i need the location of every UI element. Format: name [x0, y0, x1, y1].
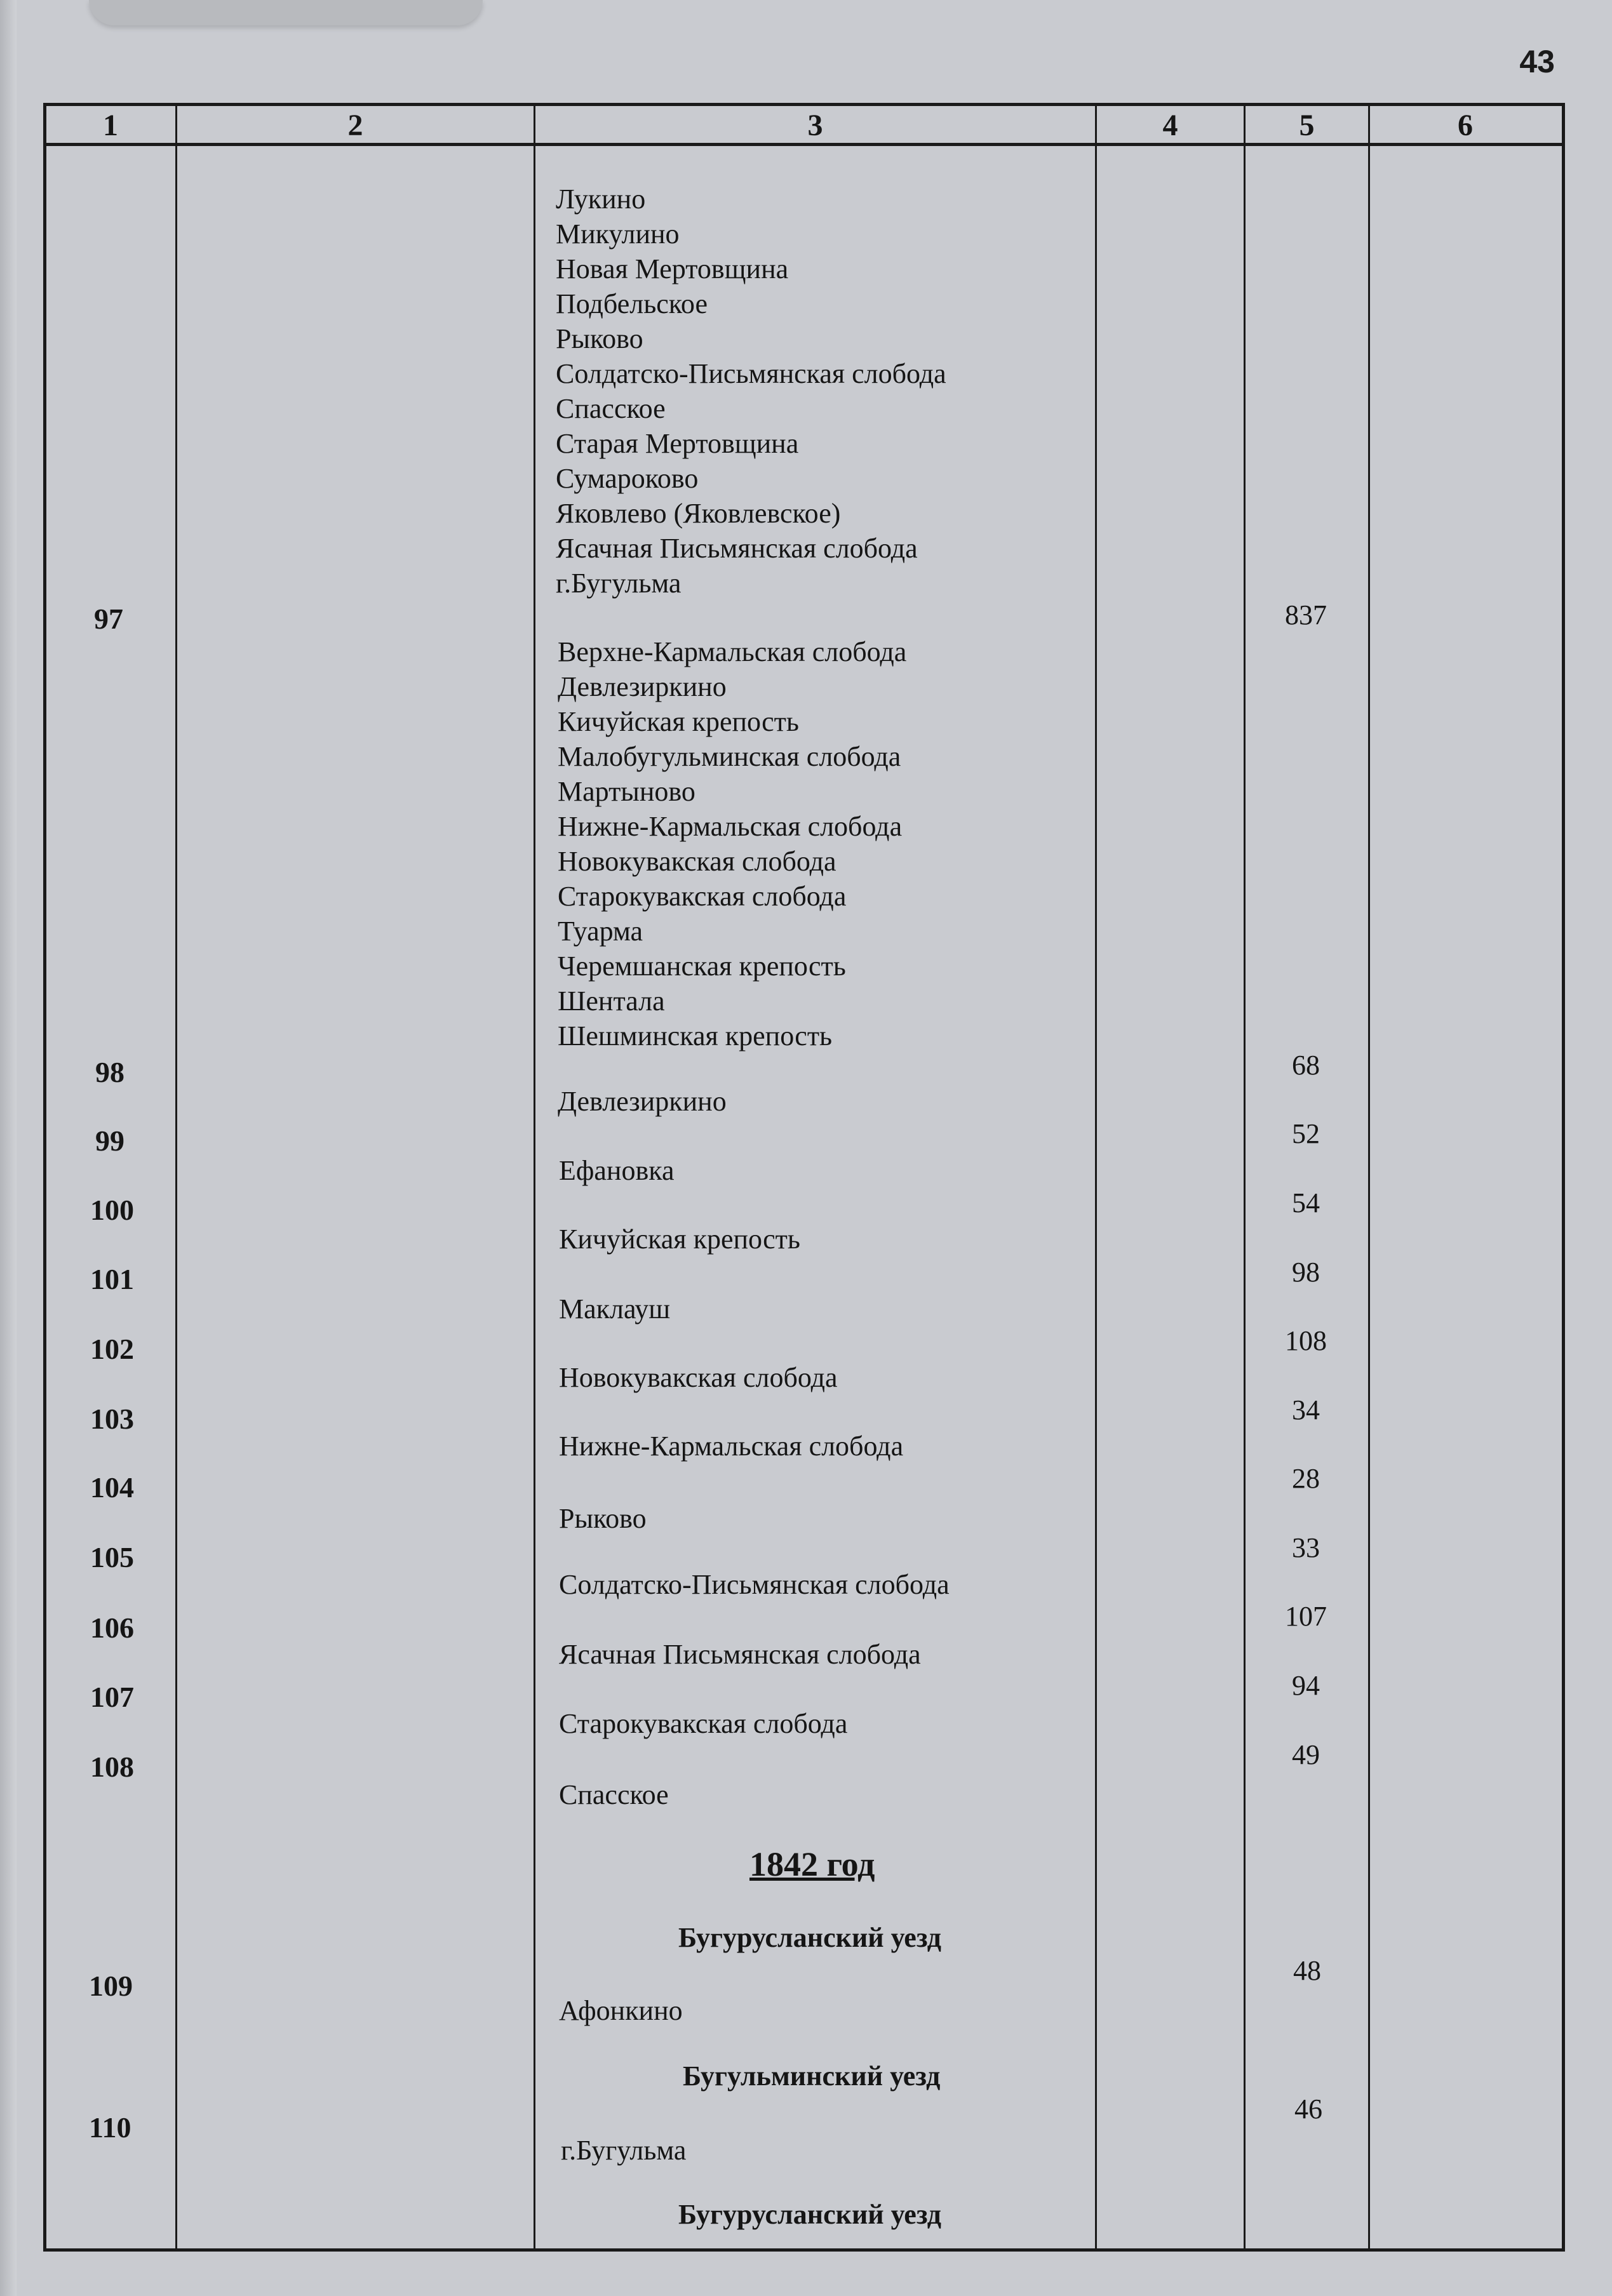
entry-number: 103 [90, 1403, 134, 1435]
place-name: Мартыново [558, 776, 695, 807]
place-name: Туарма [558, 916, 643, 947]
entry-number: 105 [90, 1541, 134, 1573]
page-tab-decoration [89, 0, 483, 25]
column-divider [534, 103, 535, 2252]
header-col-5: 5 [1299, 109, 1315, 142]
place-name: Новая Мертовщина [556, 253, 789, 284]
entry-value: 68 [1292, 1050, 1320, 1081]
place-name: Яковлево (Яковлевское) [556, 498, 841, 529]
place-name: Кичуйская крепость [559, 1224, 800, 1255]
place-name: Нижне-Кармальская слобода [558, 811, 903, 842]
place-name: Шентала [558, 985, 665, 1017]
page-number: 43 [1519, 44, 1555, 79]
entry-value: 52 [1292, 1118, 1320, 1149]
place-name: Нижне-Кармальская слобода [559, 1431, 904, 1462]
entry-number: 106 [90, 1612, 134, 1644]
entry-number: 97 [94, 603, 123, 635]
entry-number: 108 [90, 1751, 134, 1783]
place-name: Подбельское [556, 288, 708, 319]
place-name: Солдатско-Письмянская слобода [556, 358, 946, 389]
entry-number: 101 [90, 1263, 134, 1295]
place-name: Кичуйская крепость [558, 706, 799, 737]
header-col-4: 4 [1162, 109, 1178, 142]
place-name: Рыково [559, 1503, 647, 1534]
place-name: Малобугульминская слобода [558, 741, 901, 772]
place-name: Старая Мертовщина [556, 428, 799, 459]
place-name: Новокувакская слобода [559, 1362, 838, 1393]
place-name: Новокувакская слобода [558, 846, 836, 877]
entry-value: 94 [1292, 1670, 1320, 1701]
place-name: Сумароково [556, 463, 699, 494]
entry-value: 107 [1285, 1601, 1327, 1632]
place-name: Верхне-Кармальская слобода [558, 636, 907, 667]
place-name: Солдатско-Письмянская слобода [559, 1569, 950, 1600]
entry-number: 110 [89, 2111, 131, 2144]
binder-edge [0, 0, 17, 2296]
year-heading: 1842 год [749, 1845, 875, 1883]
place-name: Рыково [556, 323, 643, 354]
place-name: Старокувакская слобода [559, 1708, 848, 1739]
header-col-6: 6 [1458, 109, 1473, 142]
place-name: Девлезиркино [558, 1086, 727, 1117]
uezd-heading: Бугурусланский уезд [678, 1922, 941, 1953]
place-name: Ясачная Письмянская слобода [556, 533, 918, 564]
column-divider [175, 103, 177, 2252]
uezd-heading: Бугурусланский уезд [678, 2199, 941, 2230]
place-name: Лукино [556, 184, 646, 215]
entry-value: 98 [1292, 1257, 1320, 1288]
place-name: Старокувакская слобода [558, 881, 847, 912]
place-name: Девлезиркино [558, 671, 727, 702]
place-name: Маклауш [559, 1293, 671, 1325]
place-name: г.Бугульма [556, 568, 682, 599]
entry-number: 107 [90, 1681, 134, 1713]
entry-number: 99 [95, 1125, 124, 1157]
entry-number: 98 [95, 1056, 124, 1088]
place-name: Ясачная Письмянская слобода [559, 1639, 921, 1670]
entry-value: 837 [1285, 599, 1327, 631]
place-name: Черемшанская крепость [558, 951, 846, 982]
header-col-3: 3 [807, 109, 823, 142]
place-name: Спасское [559, 1779, 669, 1810]
entry-value: 28 [1292, 1463, 1320, 1494]
place-name: Микулино [556, 218, 680, 250]
entry-value: 108 [1285, 1325, 1327, 1356]
entry-value: 34 [1292, 1394, 1320, 1425]
place-name: Ефановка [559, 1155, 675, 1186]
entry-value: 46 [1294, 2093, 1322, 2125]
entry-value: 33 [1292, 1532, 1320, 1563]
place-name: Афонкино [559, 1995, 683, 2026]
entry-value: 48 [1293, 1955, 1321, 1986]
place-name: г.Бугульма [561, 2135, 687, 2166]
header-col-2: 2 [347, 109, 363, 142]
column-divider [1368, 103, 1370, 2252]
entry-value: 49 [1292, 1739, 1320, 1770]
entry-value: 54 [1292, 1187, 1320, 1218]
place-name: Шешминская крепость [558, 1020, 833, 1051]
header-col-1: 1 [103, 109, 118, 142]
entry-number: 100 [90, 1194, 134, 1226]
entry-number: 104 [90, 1471, 134, 1504]
entry-number: 109 [89, 1970, 133, 2002]
entry-number: 102 [90, 1333, 134, 1365]
column-divider [1095, 103, 1097, 2252]
column-divider [1244, 103, 1246, 2252]
uezd-heading: Бугульминский уезд [683, 2060, 941, 2092]
place-name: Спасское [556, 393, 666, 424]
